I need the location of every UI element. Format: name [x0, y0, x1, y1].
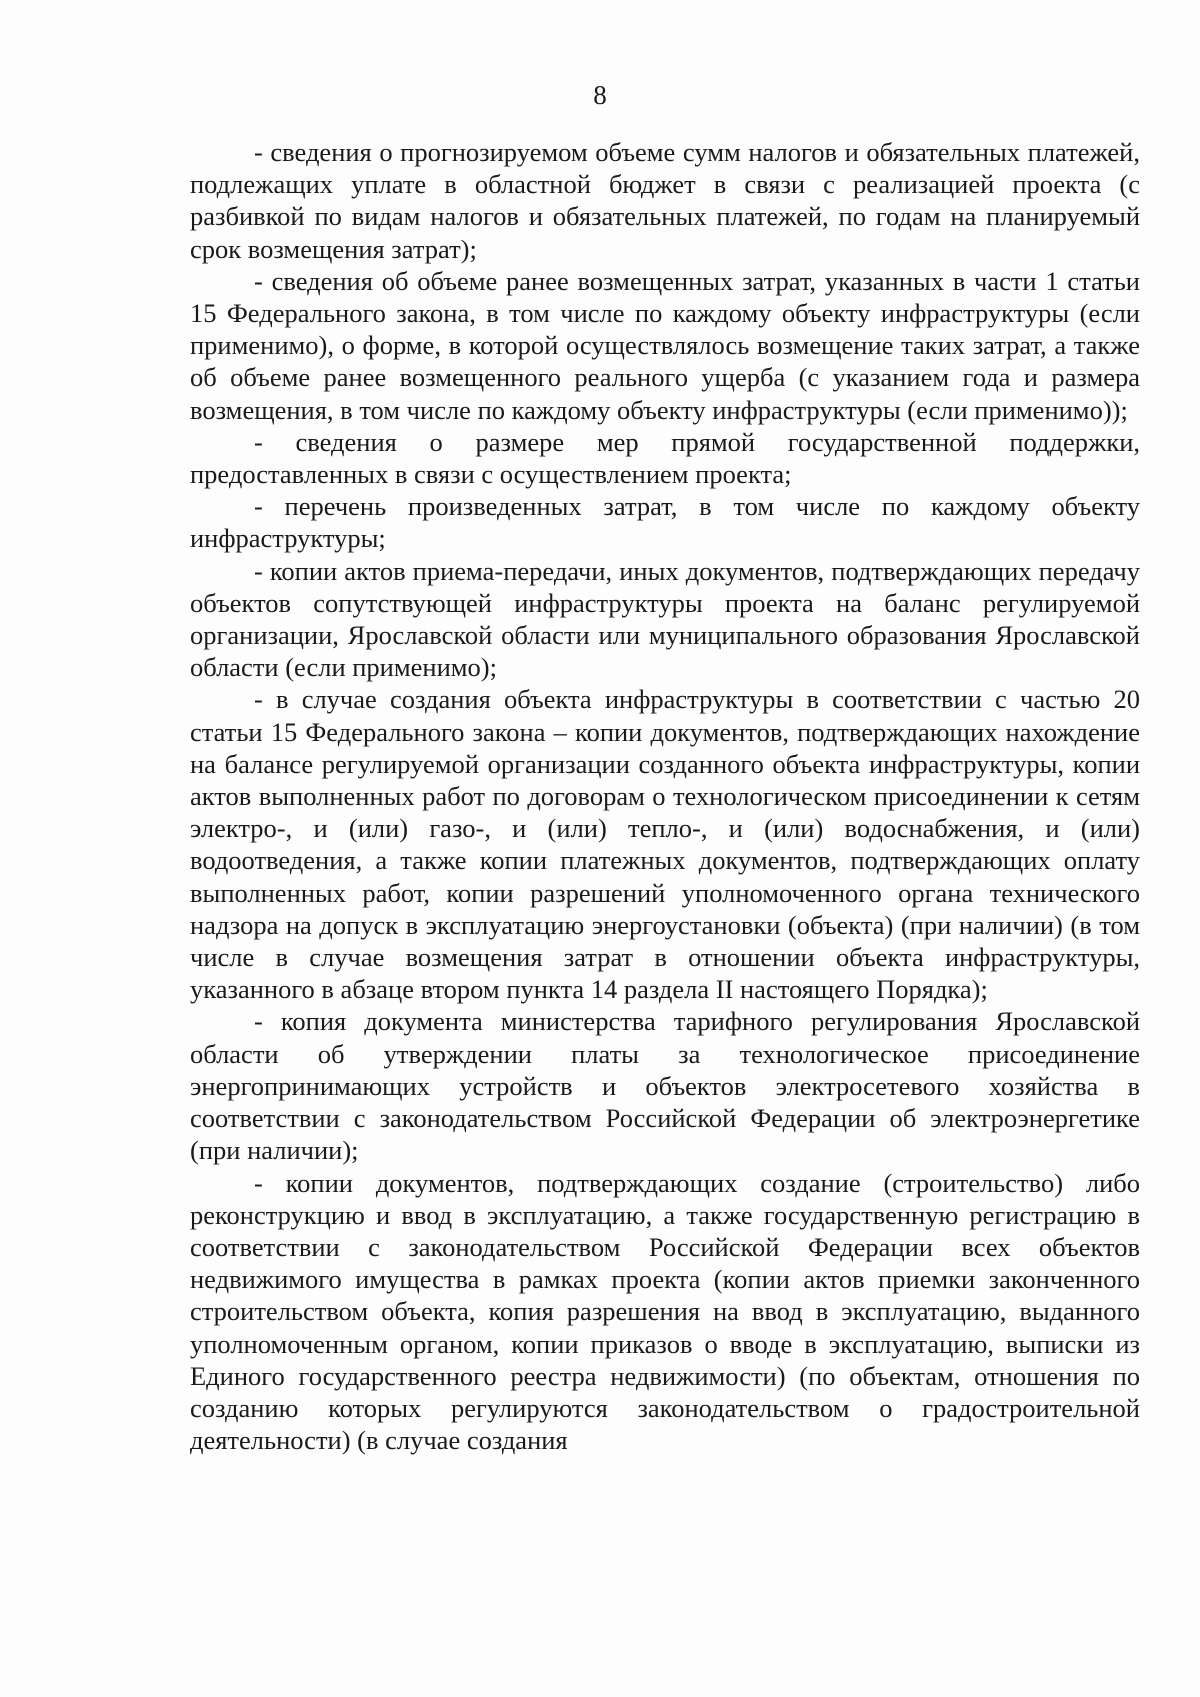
paragraph-costs-list: - перечень произведенных затрат, в том числе по каждому объекту инфраструктуры;	[190, 491, 1140, 554]
paragraph-tax-forecast: - сведения о прогнозируемом объеме сумм налогов и обязательных платежей, подлежащих уплате в областной бюджет в связи с реализацией проекта (с разбивкой по видам налогов и обязательных платежей, по годам на планируемый срок возмещения затрат);	[190, 137, 1140, 264]
paragraph-infrastructure-creation: - в случае создания объекта инфраструктуры в соответствии с частью 20 статьи 15 Федерального закона – копии документов, подтверждающих нахождение на балансе регулируемой организации созданного объекта инфраструктуры, копии актов выполненных работ по договорам о технологическом присоединении к сетям электро-, и (или) газо-, и (или) тепло-, и (или) водоснабжения, и (или) водоотведения, а также копии платежных документов, подтверждающих оплату выполненных работ, копии разрешений уполномоченного органа технического надзора на допуск в эксплуатацию энергоустановки (объекта) (при наличии) (в том числе в случае возмещения затрат в отношении объекта инфраструктуры, указанного в абзаце втором пункта 14 раздела II настоящего Порядка);	[190, 684, 1140, 1005]
page-number: 8	[593, 80, 607, 110]
paragraph-state-support: - сведения о размере мер прямой государственной поддержки, предоставленных в связи с осуществлением проекта;	[190, 426, 1140, 490]
document-body	[190, 136, 1140, 1456]
paragraph-tariff-document: - копия документа министерства тарифного регулирования Ярославской области об утверждении платы за технологическое присоединение энергопринимающих устройств и объектов электросетевого хозяйства в соответствии с законодательством Российской Федерации об электроэнергетике (при наличии);	[190, 1006, 1140, 1166]
paragraph-transfer-acts: - копии актов приема-передачи, иных документов, подтверждающих передачу объектов сопутствующей инфраструктуры проекта на баланс регулируемой организации, Ярославской области или муниципального образования Ярославской области (если применимо);	[190, 555, 1140, 683]
paragraph-construction-documents: - копии документов, подтверждающих создание (строительство) либо реконструкцию и ввод в эксплуатацию, а также государственную регистрацию в соответствии с законодательством Российской Федерации всех объектов недвижимого имущества в рамках проекта (копии актов приемки законченного строительством объекта, копия разрешения на ввод в эксплуатацию, выданного уполномоченным органом, копии приказов о вводе в эксплуатацию, выписки из Единого государственного реестра недвижимости) (по объектам, отношения по созданию которых регулируются законодательством о градостроительной деятельности) (в случае создания	[190, 1167, 1140, 1456]
paragraph-previous-compensation: - сведения об объеме ранее возмещенных затрат, указанных в части 1 статьи 15 Федерального закона, в том числе по каждому объекту инфраструктуры (если применимо), о форме, в которой осуществлялось возмещение таких затрат, а также об объеме ранее возмещенного реального ущерба (с указанием года и размера возмещения, в том числе по каждому объекту инфраструктуры (если применимо));	[190, 265, 1140, 425]
